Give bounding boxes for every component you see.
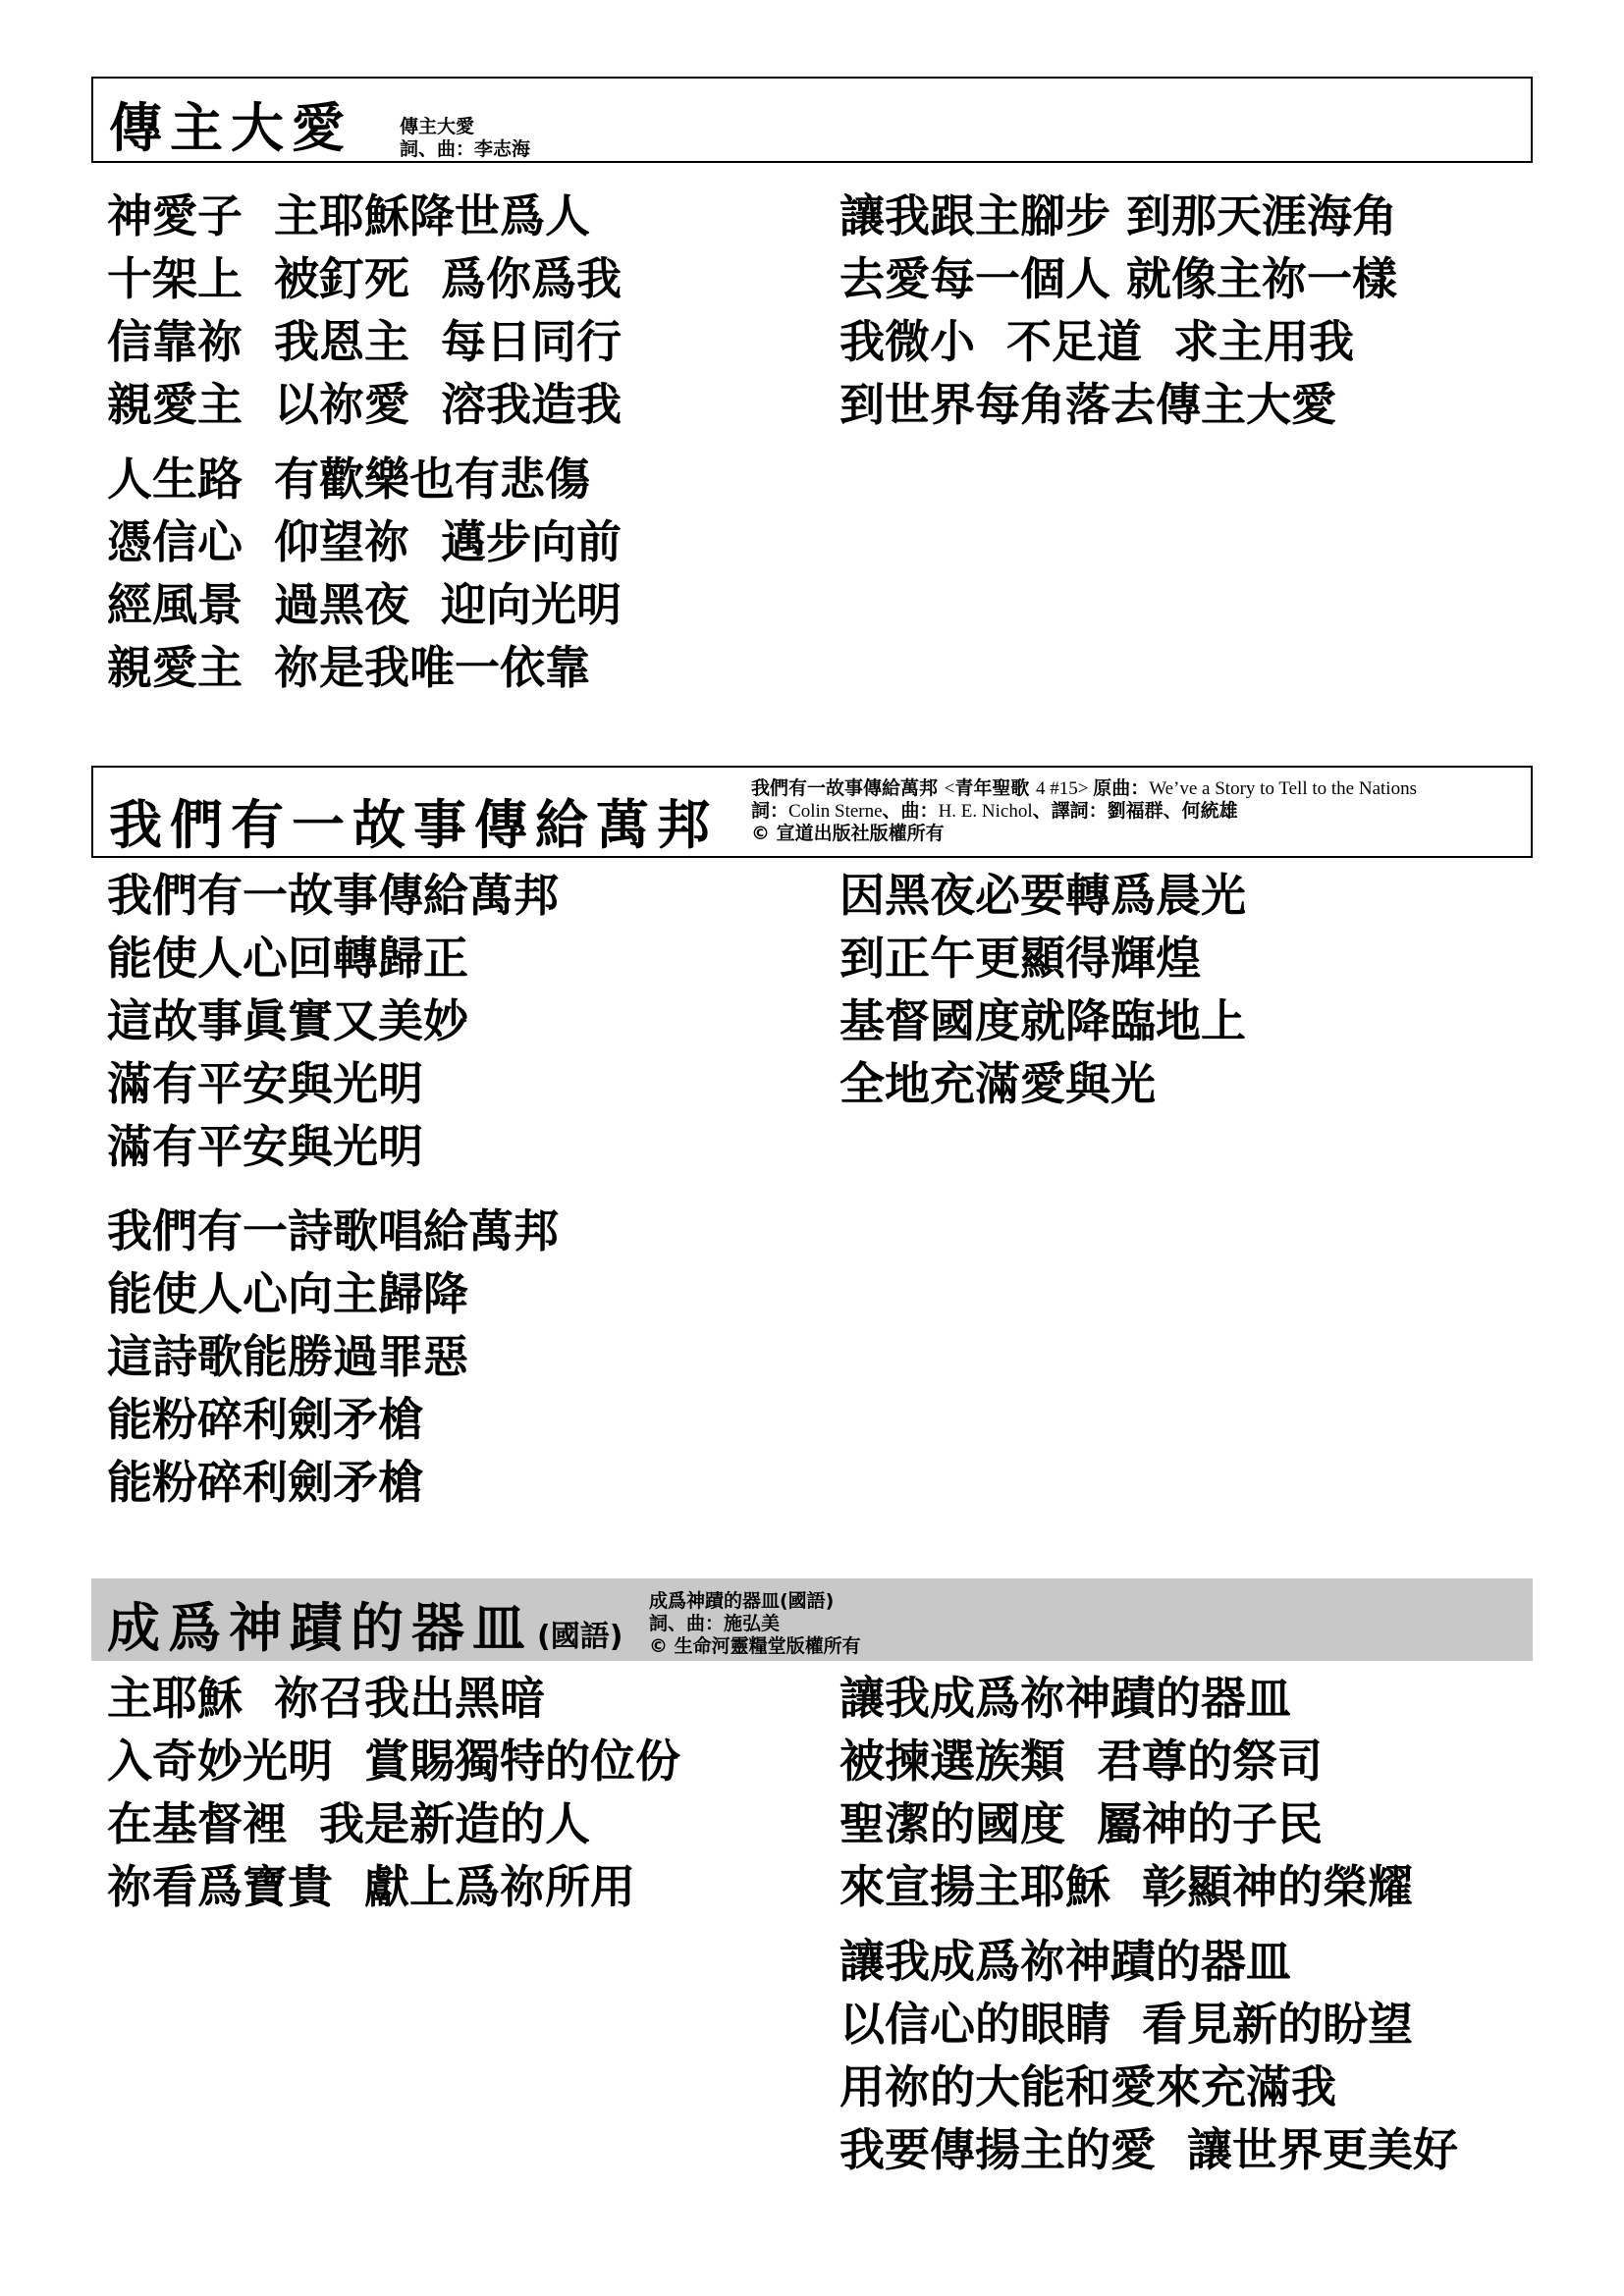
lyric-line: 聖潔的國度 屬神的子民 xyxy=(839,1797,1324,1850)
song-1-title: 傳主大愛 xyxy=(109,97,352,159)
lyric-line: 讓我成爲祢神蹟的器皿 xyxy=(839,1935,1291,1988)
lyric-line: 入奇妙光明 賞賜獨特的位份 xyxy=(107,1735,681,1788)
lyric-line: 用祢的大能和愛來充滿我 xyxy=(839,2060,1336,2113)
stanza xyxy=(839,1667,1458,1918)
song-3-left-column xyxy=(107,1667,680,1940)
song-2-info xyxy=(751,777,1417,845)
lyric-line: 憑信心 仰望祢 邁步向前 xyxy=(107,515,623,568)
lyric-line: 我微小 不足道 求主用我 xyxy=(839,315,1355,368)
song-1-credits: 詞、曲：李志海 xyxy=(400,138,531,160)
stanza xyxy=(839,864,1246,1115)
lyric-line: 讓我跟主腳步 到那天涯海角 xyxy=(839,189,1398,242)
lyric-line: 在基督裡 我是新造的人 xyxy=(107,1797,591,1850)
song-1-info-title: 傳主大愛 xyxy=(400,116,475,137)
lyric-line: 以信心的眼睛 看見新的盼望 xyxy=(839,1998,1414,2051)
lyric-line: 能使人心回轉歸正 xyxy=(107,932,468,985)
song-3-header xyxy=(91,1578,1533,1661)
song-2-info-line-2: 詞：Colin Sterne、曲：H. E. Nichol、譯詞：劉福群、何統雄 xyxy=(751,800,1238,822)
song-1 xyxy=(91,77,1533,694)
song-2-right-column xyxy=(839,864,1246,1137)
lyric-line: 滿有平安與光明 xyxy=(107,1057,423,1110)
lyric-line: 這詩歌能勝過罪惡 xyxy=(107,1330,468,1383)
lyric-line: 被揀選族類 君尊的祭司 xyxy=(839,1735,1324,1788)
lyric-line: 祢看爲寶貴 獻上爲祢所用 xyxy=(107,1860,636,1913)
song-1-info xyxy=(400,116,530,161)
lyric-line: 這故事眞實又美妙 xyxy=(107,994,468,1047)
stanza xyxy=(839,1930,1458,2181)
song-3-title xyxy=(107,1597,623,1659)
lyric-line: 神愛子 主耶穌降世爲人 xyxy=(107,189,591,242)
lyric-line: 讓我成爲祢神蹟的器皿 xyxy=(839,1672,1291,1725)
song-3-copyright: © 生命河靈糧堂版權所有 xyxy=(649,1635,861,1657)
song-3-credits: 詞、曲：施弘美 xyxy=(649,1613,781,1634)
song-1-header xyxy=(91,77,1533,163)
lyric-line: 主耶穌 祢召我出黑暗 xyxy=(107,1672,546,1725)
lyric-line: 經風景 過黑夜 迎向光明 xyxy=(107,578,623,631)
lyric-line: 信靠祢 我恩主 每日同行 xyxy=(107,315,623,368)
lyric-line: 親愛主 以祢愛 溶我造我 xyxy=(107,378,623,431)
lyric-line: 能粉碎利劍矛槍 xyxy=(107,1456,423,1509)
lyric-line: 全地充滿愛與光 xyxy=(839,1057,1156,1110)
song-2-title: 我們有一故事傳給萬邦 xyxy=(109,794,718,856)
stanza xyxy=(107,448,622,699)
stanza xyxy=(107,864,559,1178)
song-2 xyxy=(91,766,1533,1509)
lyric-line: 我們有一詩歌唱給萬邦 xyxy=(107,1204,559,1257)
song-2-info-line-1: 我們有一故事傳給萬邦 <青年聖歌 4 #15> 原曲：We’ve a Story to Tell to the Nations xyxy=(751,777,1417,799)
stanza xyxy=(107,1200,559,1514)
song-2-left-column xyxy=(107,864,559,1535)
song-1-right-column xyxy=(839,185,1397,457)
lyric-line: 來宣揚主耶穌 彰顯神的榮耀 xyxy=(839,1860,1414,1913)
lyric-line: 因黑夜必要轉爲晨光 xyxy=(839,869,1246,922)
song-3-info-title: 成爲神蹟的器皿(國語) xyxy=(649,1590,835,1612)
song-2-header xyxy=(91,766,1533,858)
song-2-copyright: © 宣道出版社版權所有 xyxy=(751,823,945,844)
song-3-right-column xyxy=(839,1667,1458,2203)
song-3-info xyxy=(649,1590,861,1658)
stanza xyxy=(107,1667,680,1918)
stanza xyxy=(839,185,1397,436)
lyric-line: 人生路 有歡樂也有悲傷 xyxy=(107,453,591,506)
song-3 xyxy=(91,1578,1533,2176)
song-1-left-column xyxy=(107,185,622,721)
song-3-title-text: 成爲神蹟的器皿 xyxy=(107,1597,533,1659)
lyric-line: 滿有平安與光明 xyxy=(107,1120,423,1173)
lyric-line: 能粉碎利劍矛槍 xyxy=(107,1393,423,1446)
lyric-line: 親愛主 祢是我唯一依靠 xyxy=(107,641,591,694)
lyric-line: 到正午更顯得輝煌 xyxy=(839,932,1201,985)
lyric-line: 十架上 被釘死 爲你爲我 xyxy=(107,252,623,305)
stanza xyxy=(107,185,622,436)
song-3-title-suffix: (國語) xyxy=(537,1620,623,1654)
lyric-line: 我們有一故事傳給萬邦 xyxy=(107,869,559,922)
lyric-line: 到世界每角落去傳主大愛 xyxy=(839,378,1336,431)
lyric-line: 能使人心向主歸降 xyxy=(107,1267,468,1320)
lyric-line: 我要傳揚主的愛 讓世界更美好 xyxy=(839,2123,1459,2176)
lyric-line: 去愛每一個人 就像主祢一樣 xyxy=(839,252,1398,305)
lyric-line: 基督國度就降臨地上 xyxy=(839,994,1246,1047)
